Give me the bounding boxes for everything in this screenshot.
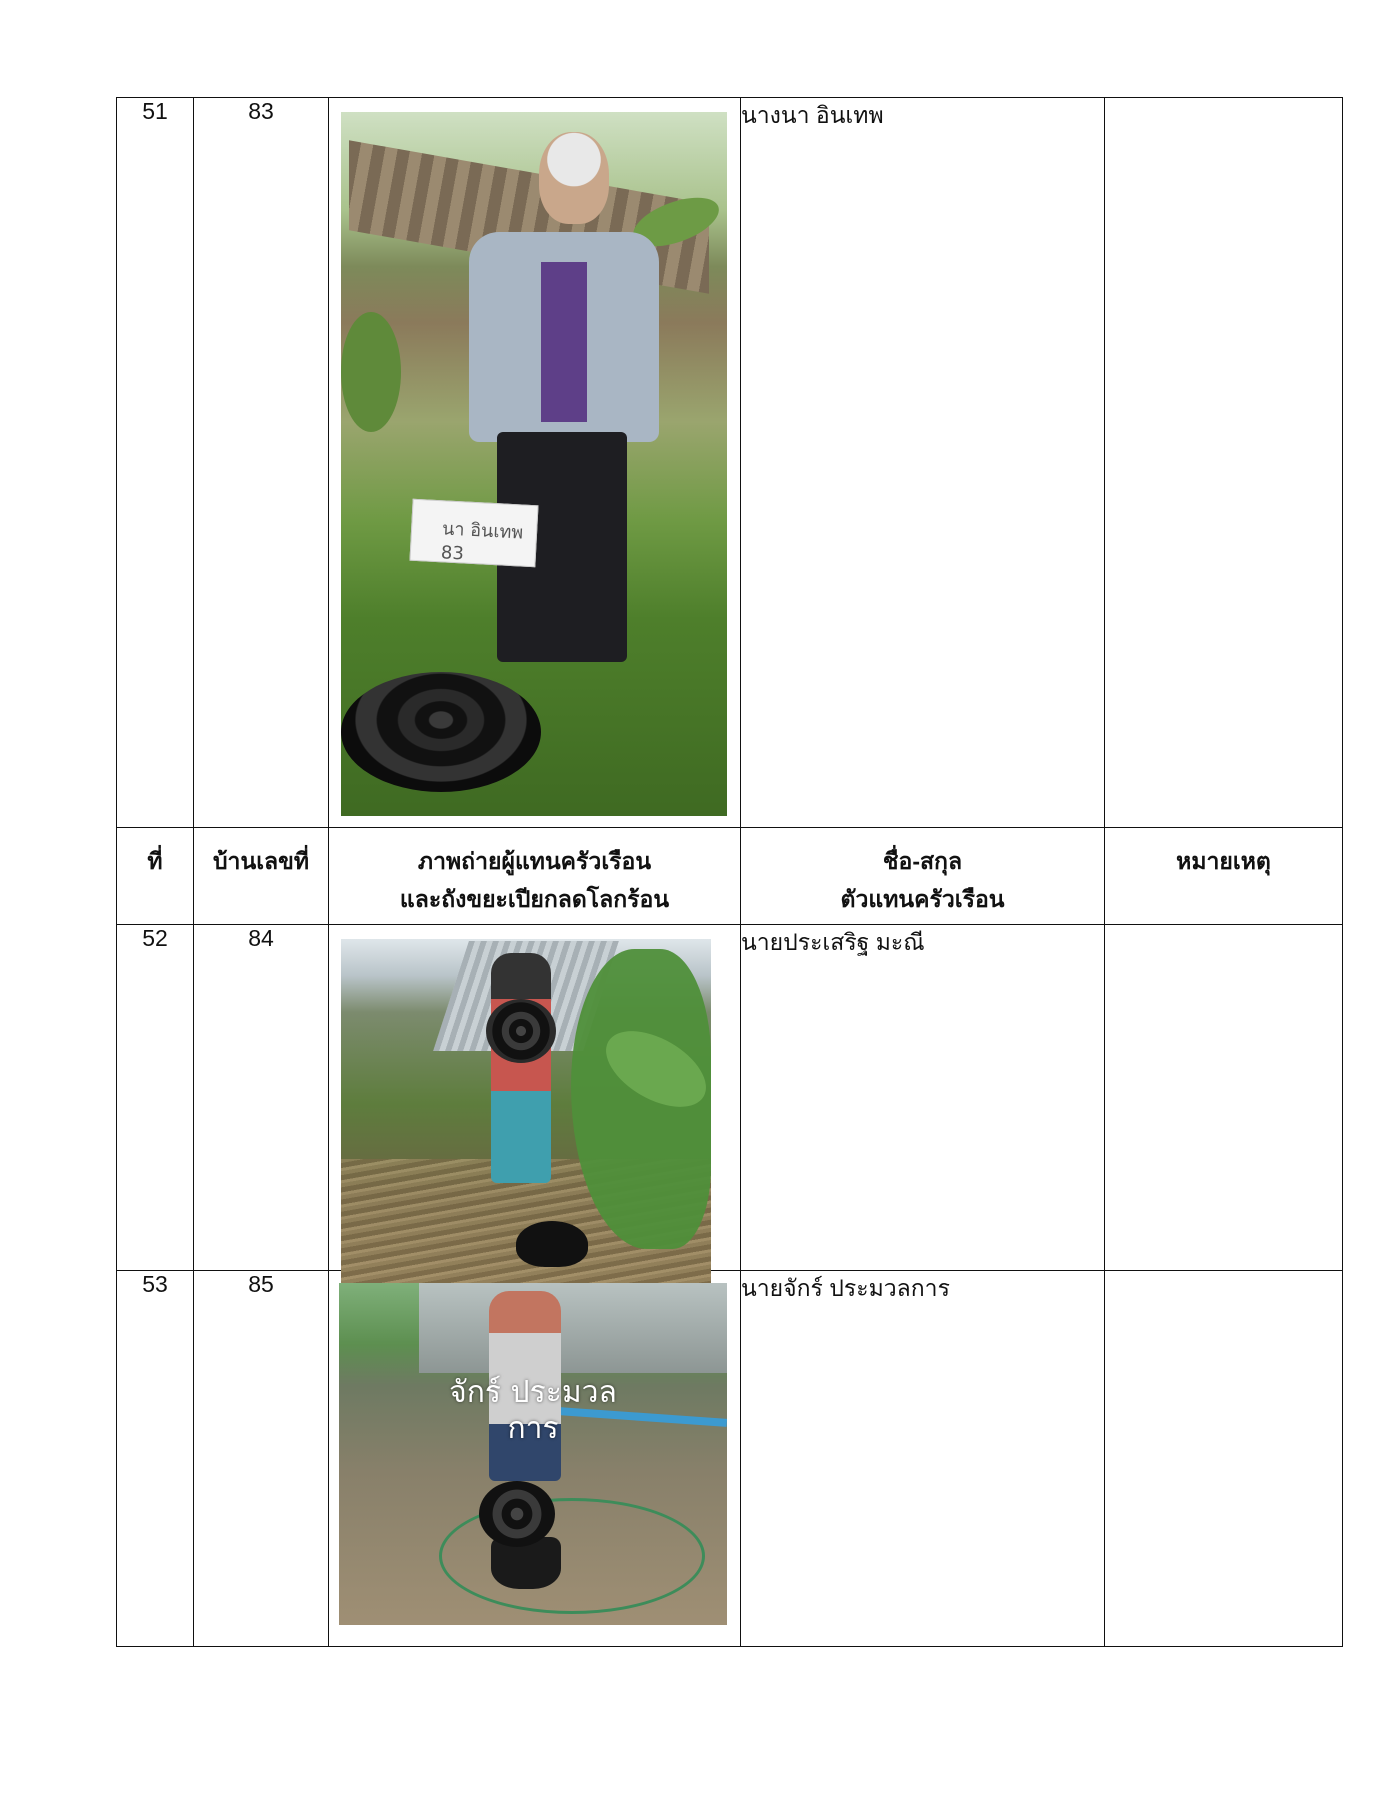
person-head bbox=[539, 132, 609, 224]
person-shape bbox=[491, 953, 551, 1183]
row-number: 52 bbox=[117, 925, 194, 1271]
waste-bin-lid bbox=[486, 999, 556, 1063]
person-shirt bbox=[541, 262, 587, 422]
wall-shape bbox=[419, 1283, 727, 1373]
waste-bin bbox=[516, 1221, 588, 1267]
household-photo bbox=[341, 939, 711, 1305]
household-table bbox=[116, 97, 1343, 1647]
header-name-line1: ชื่อ-สกุล bbox=[882, 848, 963, 874]
household-photo bbox=[341, 112, 727, 816]
representative-name: นางนา อินเทพ bbox=[741, 98, 1105, 828]
household-photo bbox=[339, 1283, 727, 1625]
house-number: 83 bbox=[194, 98, 329, 828]
remark bbox=[1105, 1271, 1343, 1647]
house-number: 85 bbox=[194, 1271, 329, 1647]
house-number: 84 bbox=[194, 925, 329, 1271]
representative-name: นายจักร์ ประมวลการ bbox=[741, 1271, 1105, 1647]
header-remark: หมายเหตุ bbox=[1105, 828, 1343, 925]
photo-cell bbox=[329, 925, 741, 1271]
photo-cell bbox=[329, 98, 741, 828]
header-name bbox=[741, 828, 1105, 925]
handwritten-sign bbox=[409, 499, 538, 568]
header-name-line2: ตัวแทนครัวเรือน bbox=[840, 886, 1005, 912]
row-number: 53 bbox=[117, 1271, 194, 1647]
row-number: 51 bbox=[117, 98, 194, 828]
photo-cell bbox=[329, 1271, 741, 1647]
table-header bbox=[117, 828, 1343, 925]
remark bbox=[1105, 925, 1343, 1271]
leaf-shape bbox=[341, 312, 401, 432]
table-row bbox=[117, 925, 1343, 1271]
waste-bin-lid bbox=[341, 672, 541, 792]
waste-bin-lid bbox=[479, 1481, 555, 1547]
sign-text: นา อินเทพ 83 bbox=[440, 518, 524, 565]
table-row bbox=[117, 1271, 1343, 1647]
header-no: ที่ bbox=[117, 828, 194, 925]
representative-name: นายประเสริฐ มะณี bbox=[741, 925, 1105, 1271]
photo-name-overlay bbox=[339, 1375, 727, 1447]
overlay-line1: จักร์ ประมวล bbox=[449, 1375, 617, 1410]
header-house-number: บ้านเลขที่ bbox=[194, 828, 329, 925]
header-photo-line1: ภาพถ่ายผู้แทนครัวเรือน bbox=[417, 848, 652, 874]
header-photo bbox=[329, 828, 741, 925]
header-photo-line2: และถังขยะเปียกลดโลกร้อน bbox=[399, 886, 670, 912]
overlay-line2: การ bbox=[507, 1411, 559, 1446]
remark bbox=[1105, 98, 1343, 828]
table-row bbox=[117, 98, 1343, 828]
